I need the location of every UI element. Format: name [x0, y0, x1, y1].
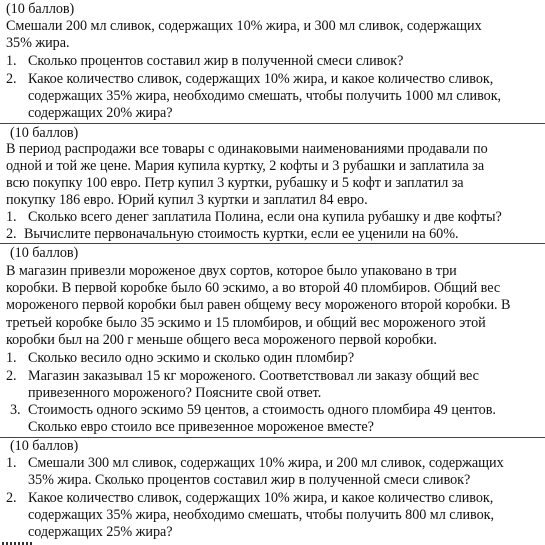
question-number: 2.: [6, 71, 17, 87]
question-number: 1.: [6, 209, 17, 225]
problem-points: (10 баллов): [10, 438, 79, 454]
problem-3: [0, 244, 545, 437]
problem-2: [0, 124, 545, 243]
question-number: 1.: [6, 53, 17, 69]
problem-text-line: 35% жира.: [6, 35, 70, 51]
question-text-line: содержащих 35% жира, необходимо смешать, чтобы получить 800 мл сливок,: [28, 507, 494, 523]
question-text-line: содержащих 35% жира, необходимо смешать, чтобы получить 1000 мл сливок,: [28, 88, 502, 104]
question-number: 2.: [6, 226, 17, 242]
question-text-line: Смешали 300 мл сливок, содержащих 10% жира, и 200 мл сливок, содержащих: [28, 455, 504, 471]
question-text-line: содержащих 25% жира?: [28, 524, 173, 540]
question-text-line: Сколько евро стоило все привезенное мороженое вместе?: [28, 419, 374, 435]
problem-4: [0, 438, 545, 545]
problem-points: (10 баллов): [6, 1, 75, 17]
problem-1: [0, 0, 545, 123]
question-text-line: привезенного мороженого? Поясните свой ответ.: [28, 385, 322, 401]
question-text-line: Какое количество сливок, содержащих 10% жира, и какое количество сливок,: [28, 71, 494, 87]
question-number: 1.: [6, 350, 17, 366]
question-text-line: Какое количество сливок, содержащих 10% жира, и какое количество сливок,: [28, 490, 494, 506]
question-number: 2.: [6, 490, 17, 506]
question-text-line: содержащих 20% жира?: [28, 105, 173, 121]
problem-text-line: одной и той же цене. Мария купила куртку, 2 кофты и 3 рубашки и заплатила за: [6, 158, 485, 174]
question-number: 1.: [6, 455, 17, 471]
question-text-line: Стоимость одного эскимо 59 центов, а стоимость одного пломбира 49 центов.: [28, 402, 496, 418]
question-text-line: Сколько процентов составил жир в полученной смеси сливок?: [28, 53, 404, 69]
problem-text-line: третьей коробке было 35 эскимо и 15 пломбиров, и общий вес мороженого этой: [6, 315, 486, 331]
problem-text-line: Смешали 200 мл сливок, содержащих 10% жира, и 300 мл сливок, содержащих: [6, 18, 482, 34]
question-text-line: Сколько всего денег заплатила Полина, если она купила рубашку и две кофты?: [28, 209, 502, 225]
problem-text-line: коробки. В первой коробке было 60 эскимо, а во второй 40 пломбиров. Общий вес: [6, 280, 501, 296]
problem-text-line: покупку 186 евро. Юрий купил 3 куртки и заплатил 84 евро.: [6, 192, 368, 208]
problem-text-line: коробки был на 200 г меньше общего веса мороженого первой коробки.: [6, 332, 437, 348]
problem-text-line: В период распродажи все товары с одинаковыми наименованиями продавали по: [6, 141, 488, 157]
problem-text-line: В магазин привезли мороженое двух сортов, которое было упаковано в три: [6, 263, 457, 279]
question-number: 3.: [10, 402, 21, 418]
question-text-line: Магазин заказывал 15 кг мороженого. Соответствовал ли заказу общий вес: [28, 368, 479, 384]
problem-points: (10 баллов): [10, 125, 79, 141]
problem-points: (10 баллов): [10, 245, 79, 261]
question-number: 2.: [6, 368, 17, 384]
problem-text-line: всю покупку 100 евро. Петр купил 3 куртки, рубашку и 5 кофт и заплатил за: [6, 175, 464, 191]
question-text-line: Вычислите первоначальную стоимость куртки, если ее уценили на 60%.: [24, 226, 459, 242]
question-text-line: 35% жира. Сколько процентов составил жир в полученной смеси сливок?: [28, 472, 471, 488]
question-text-line: Сколько весило одно эскимо и сколько один пломбир?: [28, 350, 355, 366]
problem-text-line: мороженого первой коробки был равен общему весу мороженого второй коробки. В: [6, 297, 511, 313]
